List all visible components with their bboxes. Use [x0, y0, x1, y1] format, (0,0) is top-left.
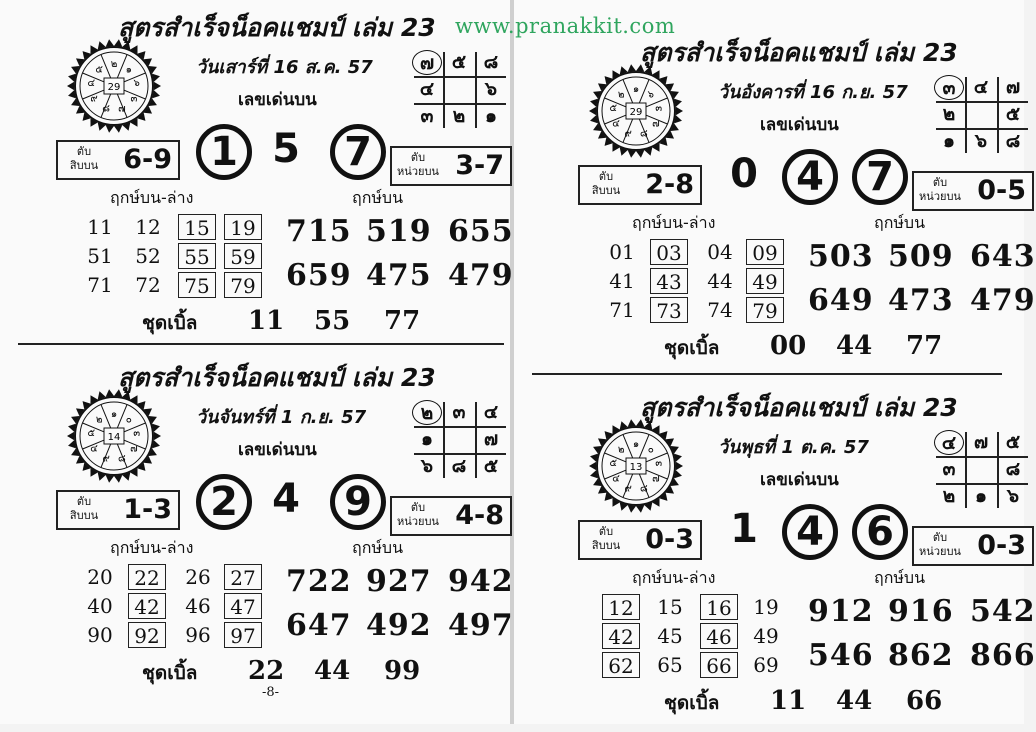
lucky-wheel	[66, 388, 162, 484]
badge-label: ตับ หน่วยบน	[919, 531, 961, 558]
grid-cell: ๑	[942, 130, 956, 152]
wheel-tooth	[106, 39, 114, 47]
panel-title: สูตรสำเร็จน็อคแชมป์ เล่ม 23	[640, 38, 958, 67]
badge-label: ตับ สิบบน	[69, 145, 99, 172]
wheel-digit: ๙	[624, 483, 632, 495]
grid-cell: ๔	[973, 76, 989, 98]
wheel-tooth	[154, 432, 161, 440]
triple-number: 862	[888, 638, 954, 673]
pair-number: 62	[602, 652, 640, 678]
wheel-digit: ๘	[118, 453, 126, 465]
grid-cell: ๒	[452, 105, 466, 127]
triple-number: 509	[888, 239, 954, 274]
double-number: 77	[906, 331, 943, 361]
grid-cell: ๖	[420, 455, 434, 477]
wheel-digit: ๙	[102, 453, 110, 465]
double-number: 99	[384, 656, 421, 686]
wheel-digit: ๓	[133, 428, 141, 440]
pair-number: 97	[224, 622, 262, 648]
triple-number: 659	[286, 258, 352, 293]
pair-number: 72	[135, 273, 161, 297]
pair-number: 52	[135, 244, 161, 268]
lottery-panel	[0, 350, 514, 702]
pair-number: 04	[707, 240, 733, 264]
pair-number: 96	[185, 623, 211, 647]
wheel-tooth	[628, 419, 636, 427]
grid-cell: ๖	[1006, 485, 1020, 507]
pairs-label: ฤกษ์บน-ล่าง	[110, 538, 194, 557]
grid-cell: ๕	[1005, 431, 1021, 453]
triple-number: 942	[448, 564, 514, 599]
pairs-label: ฤกษ์บน-ล่าง	[632, 213, 716, 232]
grid-cell: ๘	[1005, 130, 1021, 152]
triple-number: 715	[286, 214, 352, 249]
main-digit: 1	[730, 506, 758, 552]
wheel-tooth	[67, 432, 74, 440]
grid-cell: ๓	[452, 401, 466, 423]
grid-cell: ๘	[451, 455, 467, 477]
pair-number: 03	[650, 239, 688, 265]
triple-number: 519	[366, 214, 432, 249]
pair-number: 12	[135, 215, 161, 239]
wheel-tooth	[676, 462, 683, 470]
grid-cell: ๖	[974, 130, 988, 152]
badge-value: 4-8	[455, 500, 504, 531]
wheel-center-number: 29	[629, 107, 643, 118]
badge-label: ตับ สิบบน	[69, 495, 99, 522]
pair-number: 71	[609, 298, 635, 322]
triples-label: ฤกษ์บน	[352, 538, 404, 557]
triple-number: 492	[366, 608, 432, 643]
triple-number: 479	[448, 258, 514, 293]
wheel-digit: ๒	[110, 59, 118, 70]
tens-badge	[578, 520, 702, 560]
wheel-tooth	[106, 475, 114, 483]
panel-title: สูตรสำเร็จน็อคแชมป์ เล่ม 23	[118, 363, 436, 392]
wheel-tooth	[114, 389, 122, 397]
triple-number: 916	[888, 594, 954, 629]
pair-number: 43	[650, 268, 688, 294]
wheel-digit: ๒	[617, 444, 625, 456]
wheel-digit: ๕	[87, 428, 96, 440]
triple-number: 866	[970, 638, 1036, 673]
wheel-graphic	[66, 38, 162, 134]
pair-number: 79	[224, 272, 262, 298]
tens-badge	[578, 165, 702, 205]
triple-number: 655	[448, 214, 514, 249]
pair-number: 92	[128, 622, 166, 648]
pair-number: 12	[602, 594, 640, 620]
lucky-wheel	[66, 38, 162, 134]
main-number-label: เลขเด่นบน	[760, 115, 839, 135]
wheel-digit: ๕	[95, 64, 104, 76]
wheel-center-number: 13	[629, 462, 643, 473]
triple-number: 643	[970, 239, 1036, 274]
badge-value: 0-3	[977, 530, 1026, 561]
doubles-label: ชุดเบิ้ล	[664, 337, 720, 359]
triple-number: 503	[808, 239, 874, 274]
grid-cell: ๗	[412, 50, 442, 75]
pair-number: 16	[700, 594, 738, 620]
draw-date: วันพุธที่ 1 ต.ค. 57	[718, 437, 869, 458]
main-digit: 0	[730, 151, 758, 197]
wheel-digit: ๓	[655, 103, 663, 115]
wheel-digit: ๑	[632, 439, 640, 450]
main-digit: 2	[196, 474, 252, 530]
pair-number: 73	[650, 297, 688, 323]
badge-label: ตับ สิบบน	[591, 170, 621, 197]
lucky-wheel	[588, 418, 684, 514]
wheel-digit: ๙	[624, 128, 632, 140]
main-digit: 7	[852, 149, 908, 205]
badge-value: 1-3	[123, 494, 172, 525]
grid-cell: ๘	[483, 51, 499, 73]
wheel-tooth	[636, 419, 644, 427]
double-number: 11	[248, 306, 285, 336]
wheel-digit: ๔	[612, 473, 620, 485]
draw-date: วันจันทร์ที่ 1 ก.ย. 57	[196, 407, 367, 428]
triple-number: 479	[970, 283, 1036, 318]
pair-number: 40	[87, 594, 113, 618]
grid-cell: ๔	[483, 401, 499, 423]
grid-cell: ๔	[419, 78, 435, 100]
triple-number: 475	[366, 258, 432, 293]
wheel-tooth	[154, 82, 161, 90]
pair-number: 69	[753, 653, 779, 677]
wheel-digit: ๐	[647, 444, 654, 456]
wheel-tooth	[636, 150, 644, 158]
page-number: -8-	[262, 685, 280, 700]
badge-label: ตับ หน่วยบน	[919, 176, 961, 203]
pair-number: 74	[707, 298, 733, 322]
wheel-graphic	[66, 388, 162, 484]
pairs-label: ฤกษ์บน-ล่าง	[110, 188, 194, 207]
triple-number: 912	[808, 594, 874, 629]
grid-cell: ๒	[942, 103, 956, 125]
wheel-tooth	[106, 389, 114, 397]
wheel-center-number: 14	[107, 432, 121, 443]
pair-number: 46	[700, 623, 738, 649]
grid-cell: ๓	[942, 458, 956, 480]
badge-value: 6-9	[123, 144, 172, 175]
wheel-digit: ๖	[133, 78, 140, 90]
triple-number: 647	[286, 608, 352, 643]
badge-value: 3-7	[455, 150, 504, 181]
wheel-digit: ๘	[640, 483, 648, 495]
triple-number: 722	[286, 564, 352, 599]
wheel-digit: ๑	[125, 64, 132, 76]
badge-value: 0-5	[977, 175, 1026, 206]
wheel-tooth	[67, 82, 74, 90]
wheel-digit: ๗	[130, 443, 138, 455]
lucky-wheel	[588, 63, 684, 159]
pair-number: 19	[224, 214, 262, 240]
main-digit: 7	[330, 124, 386, 180]
wheel-digit: ๒	[617, 89, 625, 101]
pairs-label: ฤกษ์บน-ล่าง	[632, 568, 716, 587]
number-grid	[412, 400, 508, 480]
grid-cell: ๑	[974, 485, 988, 507]
main-digit: 1	[196, 124, 252, 180]
main-digit: 4	[782, 504, 838, 560]
main-digit: 6	[852, 504, 908, 560]
grid-cell: ๕	[451, 51, 467, 73]
units-badge	[390, 496, 512, 536]
wheel-center-number: 29	[107, 82, 121, 93]
main-digit: 4	[272, 476, 300, 522]
grid-cell: ๓	[934, 75, 964, 100]
pair-number: 49	[746, 268, 784, 294]
units-badge	[912, 171, 1034, 211]
grid-cell	[444, 77, 474, 102]
badge-label: ตับ หน่วยบน	[397, 501, 439, 528]
wheel-tooth	[114, 475, 122, 483]
wheel-digit: ๙	[90, 93, 98, 105]
wheel-digit: ๘	[640, 128, 648, 140]
double-number: 55	[314, 306, 351, 336]
triple-number: 649	[808, 283, 874, 318]
wheel-digit: ๑	[110, 409, 118, 420]
triple-number: 542	[970, 594, 1036, 629]
wheel-digit: ๘	[102, 103, 110, 115]
wheel-digit: ๔	[90, 443, 98, 455]
wheel-digit: ๗	[118, 103, 126, 115]
pair-number: 15	[657, 595, 683, 619]
wheel-graphic	[588, 63, 684, 159]
pair-number: 51	[87, 244, 113, 268]
pair-number: 26	[185, 565, 211, 589]
double-number: 44	[836, 686, 873, 716]
main-number-label: เลขเด่นบน	[238, 90, 317, 110]
pair-number: 41	[609, 269, 635, 293]
number-grid	[934, 430, 1030, 510]
lottery-panel	[0, 0, 514, 352]
double-number: 77	[384, 306, 421, 336]
wheel-tooth	[589, 462, 596, 470]
panel-title: สูตรสำเร็จน็อคแชมป์ เล่ม 23	[640, 393, 958, 422]
units-badge	[912, 526, 1034, 566]
tens-badge	[56, 140, 180, 180]
wheel-digit: ๗	[652, 473, 660, 485]
doubles-label: ชุดเบิ้ล	[664, 692, 720, 714]
badge-label: ตับ สิบบน	[591, 525, 621, 552]
pair-number: 45	[657, 624, 683, 648]
number-grid	[934, 75, 1030, 155]
wheel-digit: ๕	[609, 103, 618, 115]
number-grid	[412, 50, 508, 130]
pair-number: 01	[609, 240, 635, 264]
pair-number: 49	[753, 624, 779, 648]
wheel-tooth	[628, 64, 636, 72]
doubles-label: ชุดเบิ้ล	[142, 312, 198, 334]
pair-number: 42	[602, 623, 640, 649]
badge-value: 0-3	[645, 524, 694, 555]
pair-number: 27	[224, 564, 262, 590]
triple-number: 497	[448, 608, 514, 643]
pair-number: 15	[178, 214, 216, 240]
draw-date: วันเสาร์ที่ 16 ส.ค. 57	[196, 57, 373, 78]
tens-badge	[56, 490, 180, 530]
pair-number: 11	[87, 215, 113, 239]
wheel-tooth	[106, 125, 114, 133]
main-number-label: เลขเด่นบน	[238, 440, 317, 460]
pair-number: 79	[746, 297, 784, 323]
wheel-digit: ๔	[87, 78, 96, 90]
wheel-tooth	[636, 505, 644, 513]
grid-cell: ๗	[1005, 76, 1021, 98]
wheel-digit: ๐	[125, 414, 132, 426]
pair-number: 55	[178, 243, 216, 269]
lottery-panel	[522, 380, 1036, 732]
triple-number: 927	[366, 564, 432, 599]
wheel-tooth	[628, 505, 636, 513]
main-digit: 9	[330, 474, 386, 530]
double-number: 44	[836, 331, 873, 361]
double-number: 44	[314, 656, 351, 686]
badge-value: 2-8	[645, 169, 694, 200]
grid-cell	[966, 457, 996, 482]
double-number: 22	[248, 656, 285, 686]
lottery-panel	[522, 25, 1036, 377]
double-number: 00	[770, 331, 807, 361]
wheel-digit: ๓	[655, 458, 663, 470]
grid-cell: ๑	[484, 105, 498, 127]
panel-title: สูตรสำเร็จน็อคแชมป์ เล่ม 23	[118, 13, 436, 42]
grid-cell: ๓	[420, 105, 434, 127]
pair-number: 90	[87, 623, 113, 647]
triple-number: 473	[888, 283, 954, 318]
wheel-tooth	[628, 150, 636, 158]
badge-label: ตับ หน่วยบน	[397, 151, 439, 178]
grid-cell: ๘	[1005, 458, 1021, 480]
triples-label: ฤกษ์บน	[874, 568, 926, 587]
wheel-tooth	[114, 39, 122, 47]
main-number-label: เลขเด่นบน	[760, 470, 839, 490]
wheel-digit: ๔	[612, 118, 620, 130]
wheel-tooth	[114, 125, 122, 133]
wheel-graphic	[588, 418, 684, 514]
pair-number: 65	[657, 653, 683, 677]
grid-cell: ๗	[973, 431, 989, 453]
pair-number: 47	[224, 593, 262, 619]
grid-cell: ๔	[934, 430, 964, 455]
grid-cell	[444, 427, 474, 452]
units-badge	[390, 146, 512, 186]
grid-cell: ๒	[942, 485, 956, 507]
pair-number: 44	[707, 269, 733, 293]
grid-cell: ๕	[483, 455, 499, 477]
grid-cell: ๗	[483, 428, 499, 450]
double-number: 11	[770, 686, 807, 716]
pair-number: 19	[753, 595, 779, 619]
doubles-label: ชุดเบิ้ล	[142, 662, 198, 684]
grid-cell: ๖	[484, 78, 498, 100]
pair-number: 71	[87, 273, 113, 297]
main-digit: 5	[272, 126, 300, 172]
pair-number: 20	[87, 565, 113, 589]
grid-cell	[966, 102, 996, 127]
watermark: www.pranakkit.com	[455, 14, 676, 38]
grid-cell: ๒	[412, 400, 442, 425]
grid-cell: ๑	[420, 428, 434, 450]
grid-cell: ๕	[1005, 103, 1021, 125]
triples-label: ฤกษ์บน	[352, 188, 404, 207]
pair-number: 75	[178, 272, 216, 298]
pair-number: 59	[224, 243, 262, 269]
wheel-tooth	[636, 64, 644, 72]
wheel-digit: ๗	[652, 118, 660, 130]
wheel-digit: ๒	[95, 414, 103, 426]
wheel-digit: ๑	[632, 84, 640, 95]
triple-number: 546	[808, 638, 874, 673]
wheel-digit: ๕	[609, 458, 618, 470]
double-number: 66	[906, 686, 943, 716]
triples-label: ฤกษ์บน	[874, 213, 926, 232]
pair-number: 42	[128, 593, 166, 619]
pair-number: 22	[128, 564, 166, 590]
main-digit: 4	[782, 149, 838, 205]
pair-number: 46	[185, 594, 211, 618]
wheel-tooth	[676, 107, 683, 115]
pair-number: 09	[746, 239, 784, 265]
wheel-tooth	[589, 107, 596, 115]
wheel-digit: ๓	[130, 93, 138, 105]
draw-date: วันอังคารที่ 16 ก.ย. 57	[718, 82, 908, 103]
wheel-digit: ๖	[647, 89, 654, 101]
pair-number: 66	[700, 652, 738, 678]
